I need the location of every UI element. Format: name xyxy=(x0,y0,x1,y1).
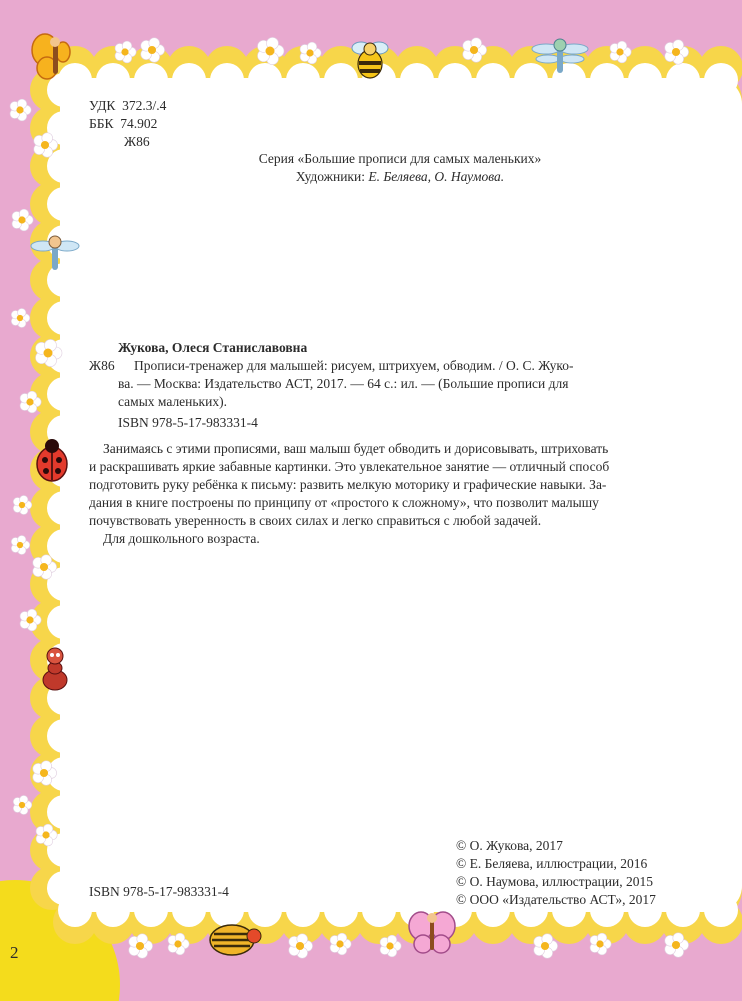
series-title: Серия «Большие прописи для самых маленьких» xyxy=(258,151,542,166)
bib-line-2: ва. — Москва: Издательство АСТ, 2017. — 64 с.: ил. — (Большие прописи для xyxy=(118,376,569,391)
page-number: 2 xyxy=(10,943,19,962)
bbk-label: ББК xyxy=(89,116,114,131)
artists-names: Е. Беляева, О. Наумова. xyxy=(368,169,505,184)
bbk-line xyxy=(89,115,166,133)
copyright-line: © О. Жукова, 2017 xyxy=(456,838,563,853)
copyright-line: © О. Наумова, иллюстрации, 2015 xyxy=(456,874,653,889)
udk-line xyxy=(89,97,166,115)
flower-icon xyxy=(11,308,30,327)
beetle-icon xyxy=(210,925,261,955)
bib-mark: Ж86 xyxy=(89,358,115,373)
bib-author: Жукова, Олеся Станиславовна xyxy=(118,340,308,355)
bbk-value: 74.902 xyxy=(120,116,158,131)
annotation-line-3: подготовить руку ребёнка к письму: развить мелкую моторику и графические навыки. За- xyxy=(89,477,607,492)
udk-label: УДК xyxy=(89,98,116,113)
series-block xyxy=(195,150,605,186)
copyright-block xyxy=(456,837,656,909)
copyright-line: © ООО «Издательство АСТ», 2017 xyxy=(456,892,656,907)
bib-line-3: самых маленьких). xyxy=(118,394,227,409)
classification-block xyxy=(89,97,166,151)
footer-isbn: ISBN 978-5-17-983331-4 xyxy=(89,884,229,899)
butterfly-icon xyxy=(409,912,455,953)
flower-icon xyxy=(12,209,33,231)
annotation-line-2: и раскрашивать яркие забавные картинки. Это увлекательное занятие — отличный способ xyxy=(89,459,610,474)
annotation-line-1: Занимаясь с этими прописями, ваш малыш будет обводить и дорисовывать, штриховать xyxy=(103,441,609,456)
annotation-line-5: почувствовать уверенность в своих силах и легко справиться с любой задачей. xyxy=(89,513,542,528)
copyright-line: © Е. Беляева, иллюстрации, 2016 xyxy=(456,856,648,871)
annotation-line-4: дания в книге построены по принципу от «простого к сложному», что позволит малышу xyxy=(89,495,599,510)
flower-icon xyxy=(13,795,32,814)
bib-line-1: Прописи-тренажер для малышей: рисуем, штрихуем, обводим. / О. С. Жуко- xyxy=(134,358,574,373)
author-mark: Ж86 xyxy=(124,134,150,149)
flower-icon xyxy=(13,495,32,514)
artists-prefix: Художники: xyxy=(295,169,365,184)
annotation-age: Для дошкольного возраста. xyxy=(103,531,260,546)
bib-isbn: ISBN 978-5-17-983331-4 xyxy=(118,415,258,430)
flower-icon xyxy=(380,935,401,957)
artists-line xyxy=(195,168,605,186)
flower-icon xyxy=(11,535,30,554)
udk-value: 372.3/.4 xyxy=(122,98,167,113)
flower-icon xyxy=(10,99,31,121)
